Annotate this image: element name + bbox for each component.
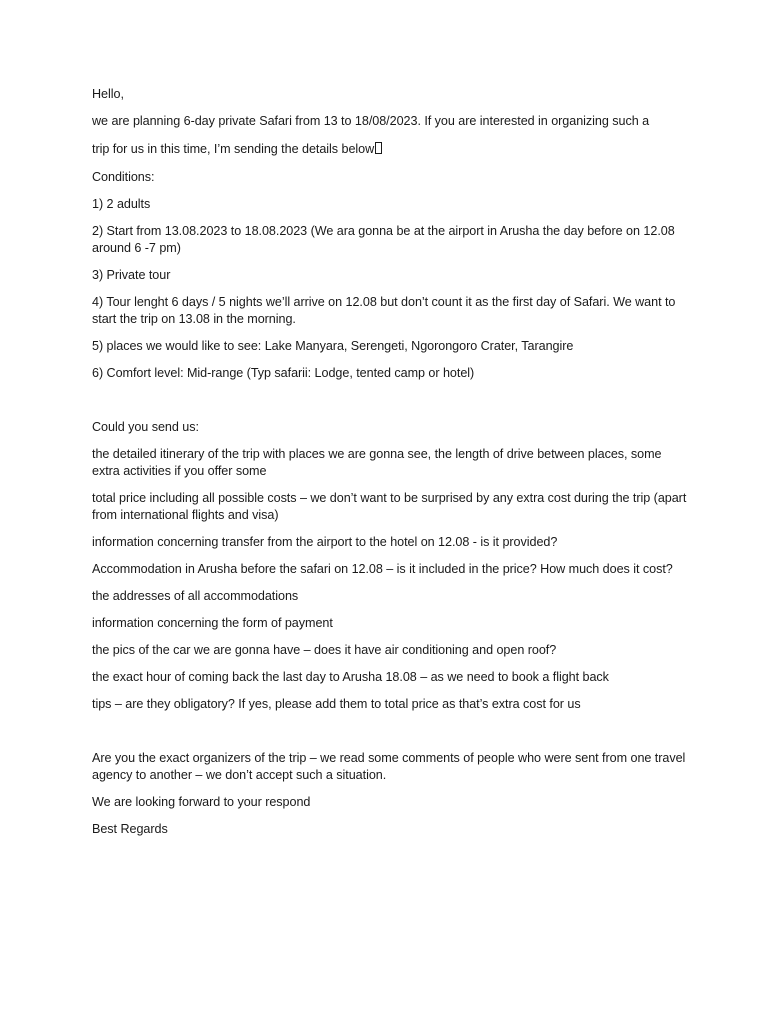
letter-body (92, 86, 692, 838)
request-item-5: the addresses of all accommodations (92, 589, 299, 603)
request-item-3: information concerning transfer from the airport to the hotel on 12.08 - is it provided? (92, 535, 558, 549)
request-item-4: Accommodation in Arusha before the safari on 12.08 – is it included in the price? How much does it cost? (92, 562, 673, 576)
requests-heading: Could you send us: (92, 420, 199, 434)
condition-item-4: 4) Tour lenght 6 days / 5 nights we’ll arrive on 12.08 but don’t count it as the first day of Safari. We want to start the trip on 13.08 in the morning. (92, 295, 676, 326)
request-item-2: total price including all possible costs – we don’t want to be surprised by any extra cost during the trip (apart from international flights and visa) (92, 491, 687, 522)
missing-glyph-icon (375, 142, 382, 154)
greeting: Hello, (92, 87, 124, 101)
request-item-9: tips – are they obligatory? If yes, please add them to total price as that’s extra cost for us (92, 697, 581, 711)
looking-forward: We are looking forward to your respond (92, 795, 311, 809)
condition-item-6: 6) Comfort level: Mid-range (Typ safarii: Lodge, tented camp or hotel) (92, 366, 475, 380)
request-item-6: information concerning the form of payment (92, 616, 333, 630)
condition-item-1: 1) 2 adults (92, 197, 151, 211)
conditions-heading: Conditions: (92, 170, 155, 184)
intro-line-2-text: trip for us in this time, I’m sending the details below (92, 142, 375, 156)
closing: Best Regards (92, 822, 168, 836)
condition-item-2: 2) Start from 13.08.2023 to 18.08.2023 (We ara gonna be at the airport in Arusha the day before on 12.08 around 6 -7 pm) (92, 224, 675, 255)
condition-item-5: 5) places we would like to see: Lake Manyara, Serengeti, Ngorongoro Crater, Tarangire (92, 339, 574, 353)
intro-line-2 (92, 141, 692, 158)
request-item-8: the exact hour of coming back the last day to Arusha 18.08 – as we need to book a flight back (92, 670, 609, 684)
condition-item-3: 3) Private tour (92, 268, 171, 282)
request-item-1: the detailed itinerary of the trip with places we are gonna see, the length of drive between places, some extra activities if you offer some (92, 447, 662, 478)
organizers-question: Are you the exact organizers of the trip – we read some comments of people who were sent from one travel agency to another – we don’t accept such a situation. (92, 751, 686, 782)
request-item-7: the pics of the car we are gonna have – does it have air conditioning and open roof? (92, 643, 557, 657)
intro-line-1: we are planning 6-day private Safari from 13 to 18/08/2023. If you are interested in organizing such a (92, 114, 650, 128)
